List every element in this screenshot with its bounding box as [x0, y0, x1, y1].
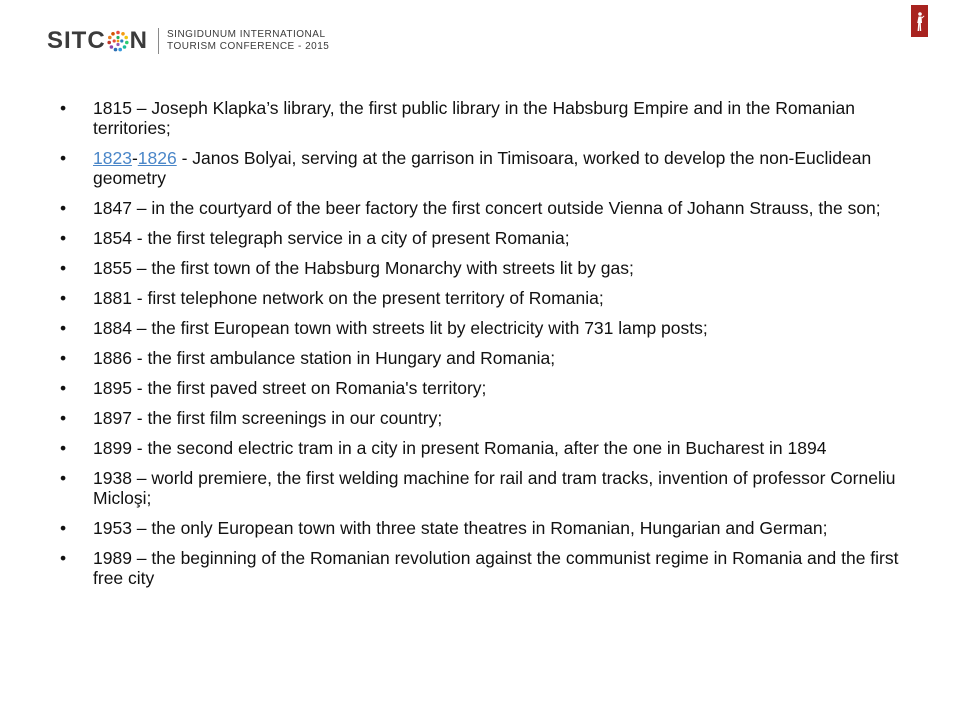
list-item — [60, 148, 910, 188]
list-item — [60, 518, 910, 538]
bullet-icon: • — [60, 148, 67, 168]
bullet-icon: • — [60, 378, 67, 398]
subtitle-line-1: SINGIDUNUM INTERNATIONAL — [167, 29, 326, 40]
header-divider — [158, 28, 159, 54]
list-item — [60, 288, 910, 308]
list-item — [60, 468, 910, 508]
bullet-icon: • — [60, 228, 67, 248]
bullet-icon: • — [60, 468, 67, 488]
logo-text-prefix: SITC — [47, 27, 106, 54]
list-item-text: 1847 – in the courtyard of the beer factory the first concert outside Vienna of Johann Strauss, the son; — [93, 198, 881, 218]
bullet-icon: • — [60, 348, 67, 368]
list-item — [60, 258, 910, 278]
list-item-text: 1881 - first telephone network on the present territory of Romania; — [93, 288, 604, 308]
list-item-text: 1884 – the first European town with streets lit by electricity with 731 lamp posts; — [93, 318, 708, 338]
list-item-text: 1938 – world premiere, the first welding machine for rail and tram tracks, invention of professor Corneliu Micloşi; — [93, 468, 896, 508]
dotted-globe-icon — [107, 30, 129, 52]
year-link-1823[interactable]: 1823 — [93, 148, 132, 168]
list-item — [60, 548, 910, 588]
list-item — [60, 438, 910, 458]
list-item — [60, 98, 910, 138]
bullet-icon: • — [60, 198, 67, 218]
bullet-icon: • — [60, 288, 67, 308]
bullet-icon: • — [60, 408, 67, 428]
list-item — [60, 228, 910, 248]
list-item-text: 1886 - the first ambulance station in Hungary and Romania; — [93, 348, 556, 368]
bullet-icon: • — [60, 518, 67, 538]
bullet-icon: • — [60, 258, 67, 278]
list-item-text: 1895 - the first paved street on Romania's territory; — [93, 378, 487, 398]
bullet-icon: • — [60, 98, 67, 118]
list-item — [60, 198, 910, 218]
list-item — [60, 378, 910, 398]
list-item-text: 1897 - the first film screenings in our country; — [93, 408, 443, 428]
conference-header — [47, 28, 329, 54]
year-range-separator: - — [131, 148, 138, 168]
bullet-icon: • — [60, 438, 67, 458]
list-item-text: - Janos Bolyai, serving at the garrison in Timisoara, worked to develop the non-Euclidean geometry — [93, 148, 872, 188]
list-item — [60, 408, 910, 428]
sitcon-logo — [47, 27, 148, 55]
bullet-icon: • — [60, 548, 67, 568]
subtitle-line-2: TOURISM CONFERENCE - 2015 — [167, 41, 330, 52]
logo-text-suffix: N — [129, 27, 149, 54]
list-item-text: 1855 – the first town of the Habsburg Monarchy with streets lit by gas; — [93, 258, 634, 278]
bullet-icon: • — [60, 318, 67, 338]
history-list — [60, 98, 910, 598]
conference-subtitle — [167, 29, 329, 53]
year-link-1826[interactable]: 1826 — [137, 148, 177, 168]
list-item-text: 1815 – Joseph Klapka’s library, the first public library in the Habsburg Empire and in the Romanian territories; — [93, 98, 855, 138]
list-item-text: 1989 – the beginning of the Romanian revolution against the communist regime in Romania and the first free city — [93, 548, 899, 588]
figure-icon — [911, 5, 928, 37]
list-item-text: 1854 - the first telegraph service in a city of present Romania; — [93, 228, 570, 248]
list-item — [60, 318, 910, 338]
list-item-text: 1899 - the second electric tram in a city in present Romania, after the one in Bucharest in 1894 — [93, 438, 827, 458]
list-item-text: 1953 – the only European town with three state theatres in Romanian, Hungarian and German; — [93, 518, 828, 538]
list-item — [60, 348, 910, 368]
